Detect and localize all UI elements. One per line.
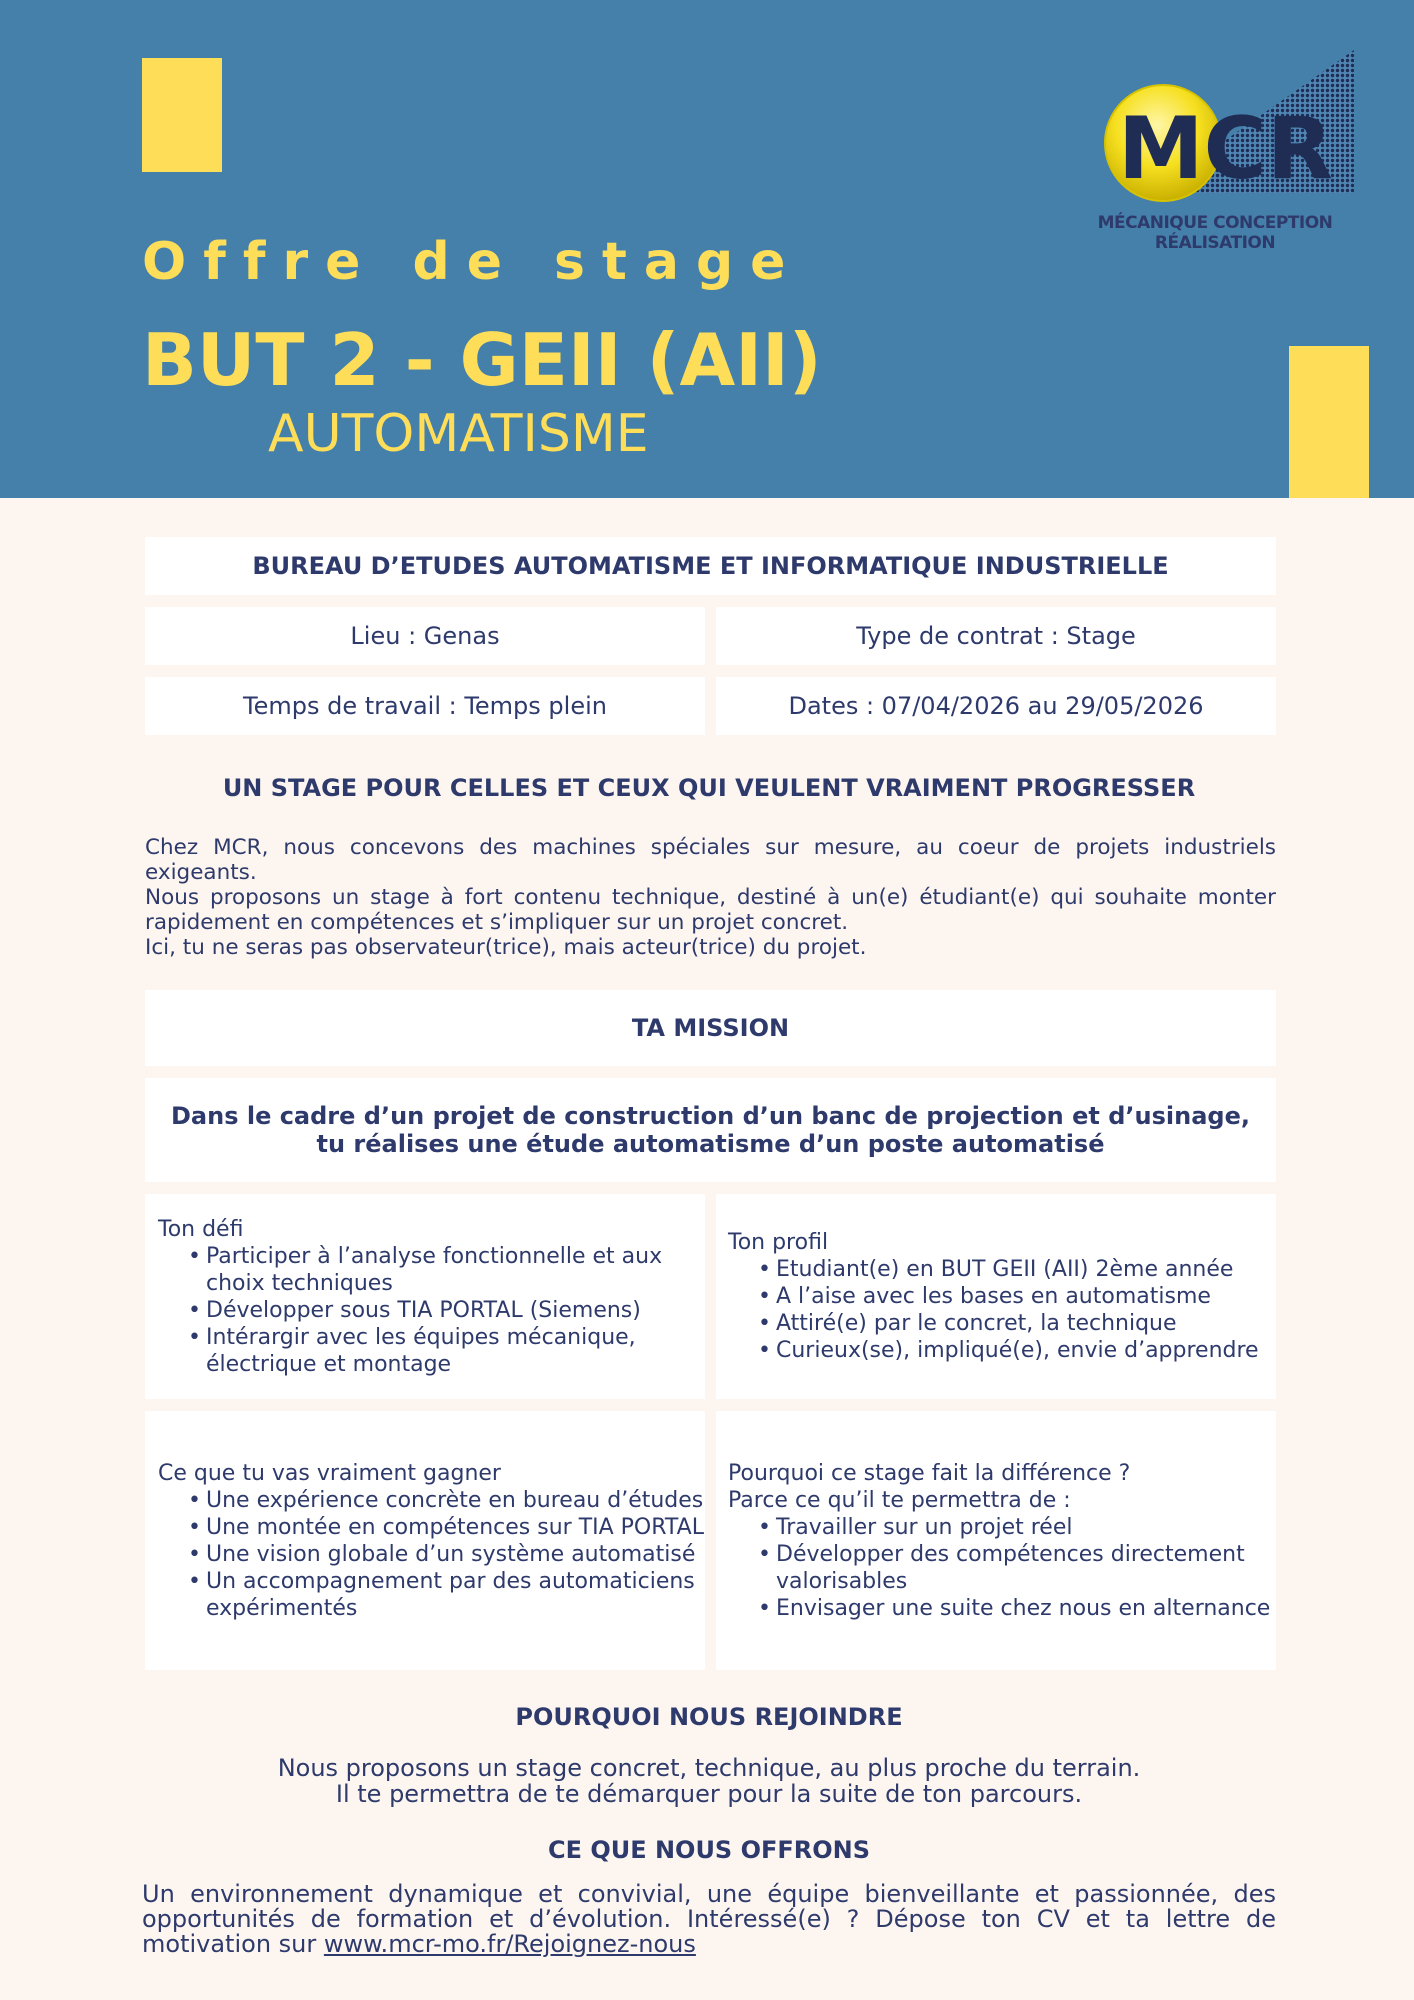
- list-item: • Travailler sur un projet réel: [728, 1514, 1276, 1541]
- page-subtitle: AUTOMATISME: [268, 404, 649, 464]
- list-item: • Envisager une suite chez nous en alternance: [728, 1595, 1276, 1622]
- list-item: • Un accompagnement par des automaticiens expérimentés: [158, 1568, 705, 1622]
- join-line-1: Nous proposons un stage concret, technique, au plus proche du terrain.: [277, 1754, 1141, 1782]
- card-defi: [145, 1194, 705, 1399]
- list-item: • Participer à l’analyse fonctionnelle et aux choix techniques: [158, 1243, 705, 1297]
- intro-line: Chez MCR, nous concevons des machines spéciales sur mesure, au coeur de projets industriels exigeants.: [145, 835, 1276, 885]
- card-defi-title: Ton défi: [158, 1216, 244, 1242]
- careers-link[interactable]: www.mcr-mo.fr/Rejoignez-nous: [323, 1930, 696, 1958]
- list-item: • Une montée en compétences sur TIA PORTAL: [158, 1514, 705, 1541]
- mission-summary-box: [145, 1078, 1276, 1182]
- dates-label: Dates : 07/04/2026 au 29/05/2026: [788, 692, 1204, 720]
- list-item: • Développer des compétences directement valorisables: [728, 1541, 1276, 1595]
- contract-box: [716, 607, 1276, 665]
- mission-summary: Dans le cadre d’un projet de construction d’un banc de projection et d’usinage, tu réalises une étude automatisme d’un poste automatisé: [171, 1102, 1250, 1158]
- offer-paragraph: [142, 1882, 1276, 1957]
- list-item: • Une vision globale d’un système automatisé: [158, 1541, 705, 1568]
- dates-box: [716, 677, 1276, 735]
- intro-heading: UN STAGE POUR CELLES ET CEUX QUI VEULENT VRAIMENT PROGRESSER: [222, 774, 1196, 802]
- page-title: BUT 2 - GEII (AII): [142, 318, 822, 402]
- mission-heading: TA MISSION: [631, 1014, 790, 1042]
- offer-text: Un environnement dynamique et convivial, une équipe bienveillante et passionnée, des opportunités de formation et d’évolution. Intéressé(e) ? Dépose ton CV et ta lettre de motivation sur: [142, 1880, 1276, 1958]
- decorative-yellow-block-right: [1289, 346, 1369, 498]
- offer-kicker: Offre de stage: [142, 232, 803, 292]
- list-item: • Attiré(e) par le concret, la technique: [728, 1310, 1276, 1337]
- location-label: Lieu : Genas: [350, 622, 500, 650]
- department-box: [145, 537, 1276, 595]
- logo-m: MCR: [1118, 99, 1333, 199]
- contract-label: Type de contrat : Stage: [856, 622, 1136, 650]
- list-item: • A l’aise avec les bases en automatisme: [728, 1283, 1276, 1310]
- card-profil-title: Ton profil: [728, 1230, 829, 1255]
- list-item: • Une expérience concrète en bureau d’études: [158, 1487, 705, 1514]
- card-difference: [716, 1411, 1276, 1670]
- card-profil: [716, 1194, 1276, 1399]
- join-line-2: Il te permettra de te démarquer pour la suite de ton parcours.: [335, 1780, 1083, 1808]
- mission-heading-box: [145, 990, 1276, 1066]
- department-label: BUREAU D’ETUDES AUTOMATISME ET INFORMATIQUE INDUSTRIELLE: [252, 552, 1169, 580]
- location-box: [145, 607, 705, 665]
- card-difference-title: Pourquoi ce stage fait la différence ?: [728, 1460, 1131, 1486]
- list-item: • Développer sous TIA PORTAL (Siemens): [158, 1297, 705, 1324]
- card-gagner-title: Ce que tu vas vraiment gagner: [158, 1460, 501, 1486]
- mcr-logo: [1090, 48, 1360, 238]
- list-item: • Intérargir avec les équipes mécanique, électrique et montage: [158, 1324, 705, 1378]
- list-item: • Etudiant(e) en BUT GEII (AII) 2ème année: [728, 1256, 1276, 1283]
- offer-heading: CE QUE NOUS OFFRONS: [547, 1836, 871, 1864]
- intro-line: Ici, tu ne seras pas observateur(trice), mais acteur(trice) du projet.: [145, 935, 867, 960]
- worktime-label: Temps de travail : Temps plein: [243, 692, 607, 720]
- card-difference-subtitle: Parce ce qu’il te permettra de :: [728, 1487, 1071, 1513]
- decorative-yellow-block-top: [142, 58, 222, 172]
- intro-paragraph: [145, 835, 1276, 960]
- card-gagner: [145, 1411, 705, 1670]
- join-heading: POURQUOI NOUS REJOINDRE: [515, 1703, 903, 1731]
- intro-line: Nous proposons un stage à fort contenu technique, destiné à un(e) étudiant(e) qui souhaite monter rapidement en compétences et s’impliquer sur un projet concret.: [145, 885, 1276, 935]
- logo-tagline: MÉCANIQUE CONCEPTION RÉALISATION: [1097, 213, 1333, 253]
- worktime-box: [145, 677, 705, 735]
- list-item: • Curieux(se), impliqué(e), envie d’apprendre: [728, 1337, 1276, 1364]
